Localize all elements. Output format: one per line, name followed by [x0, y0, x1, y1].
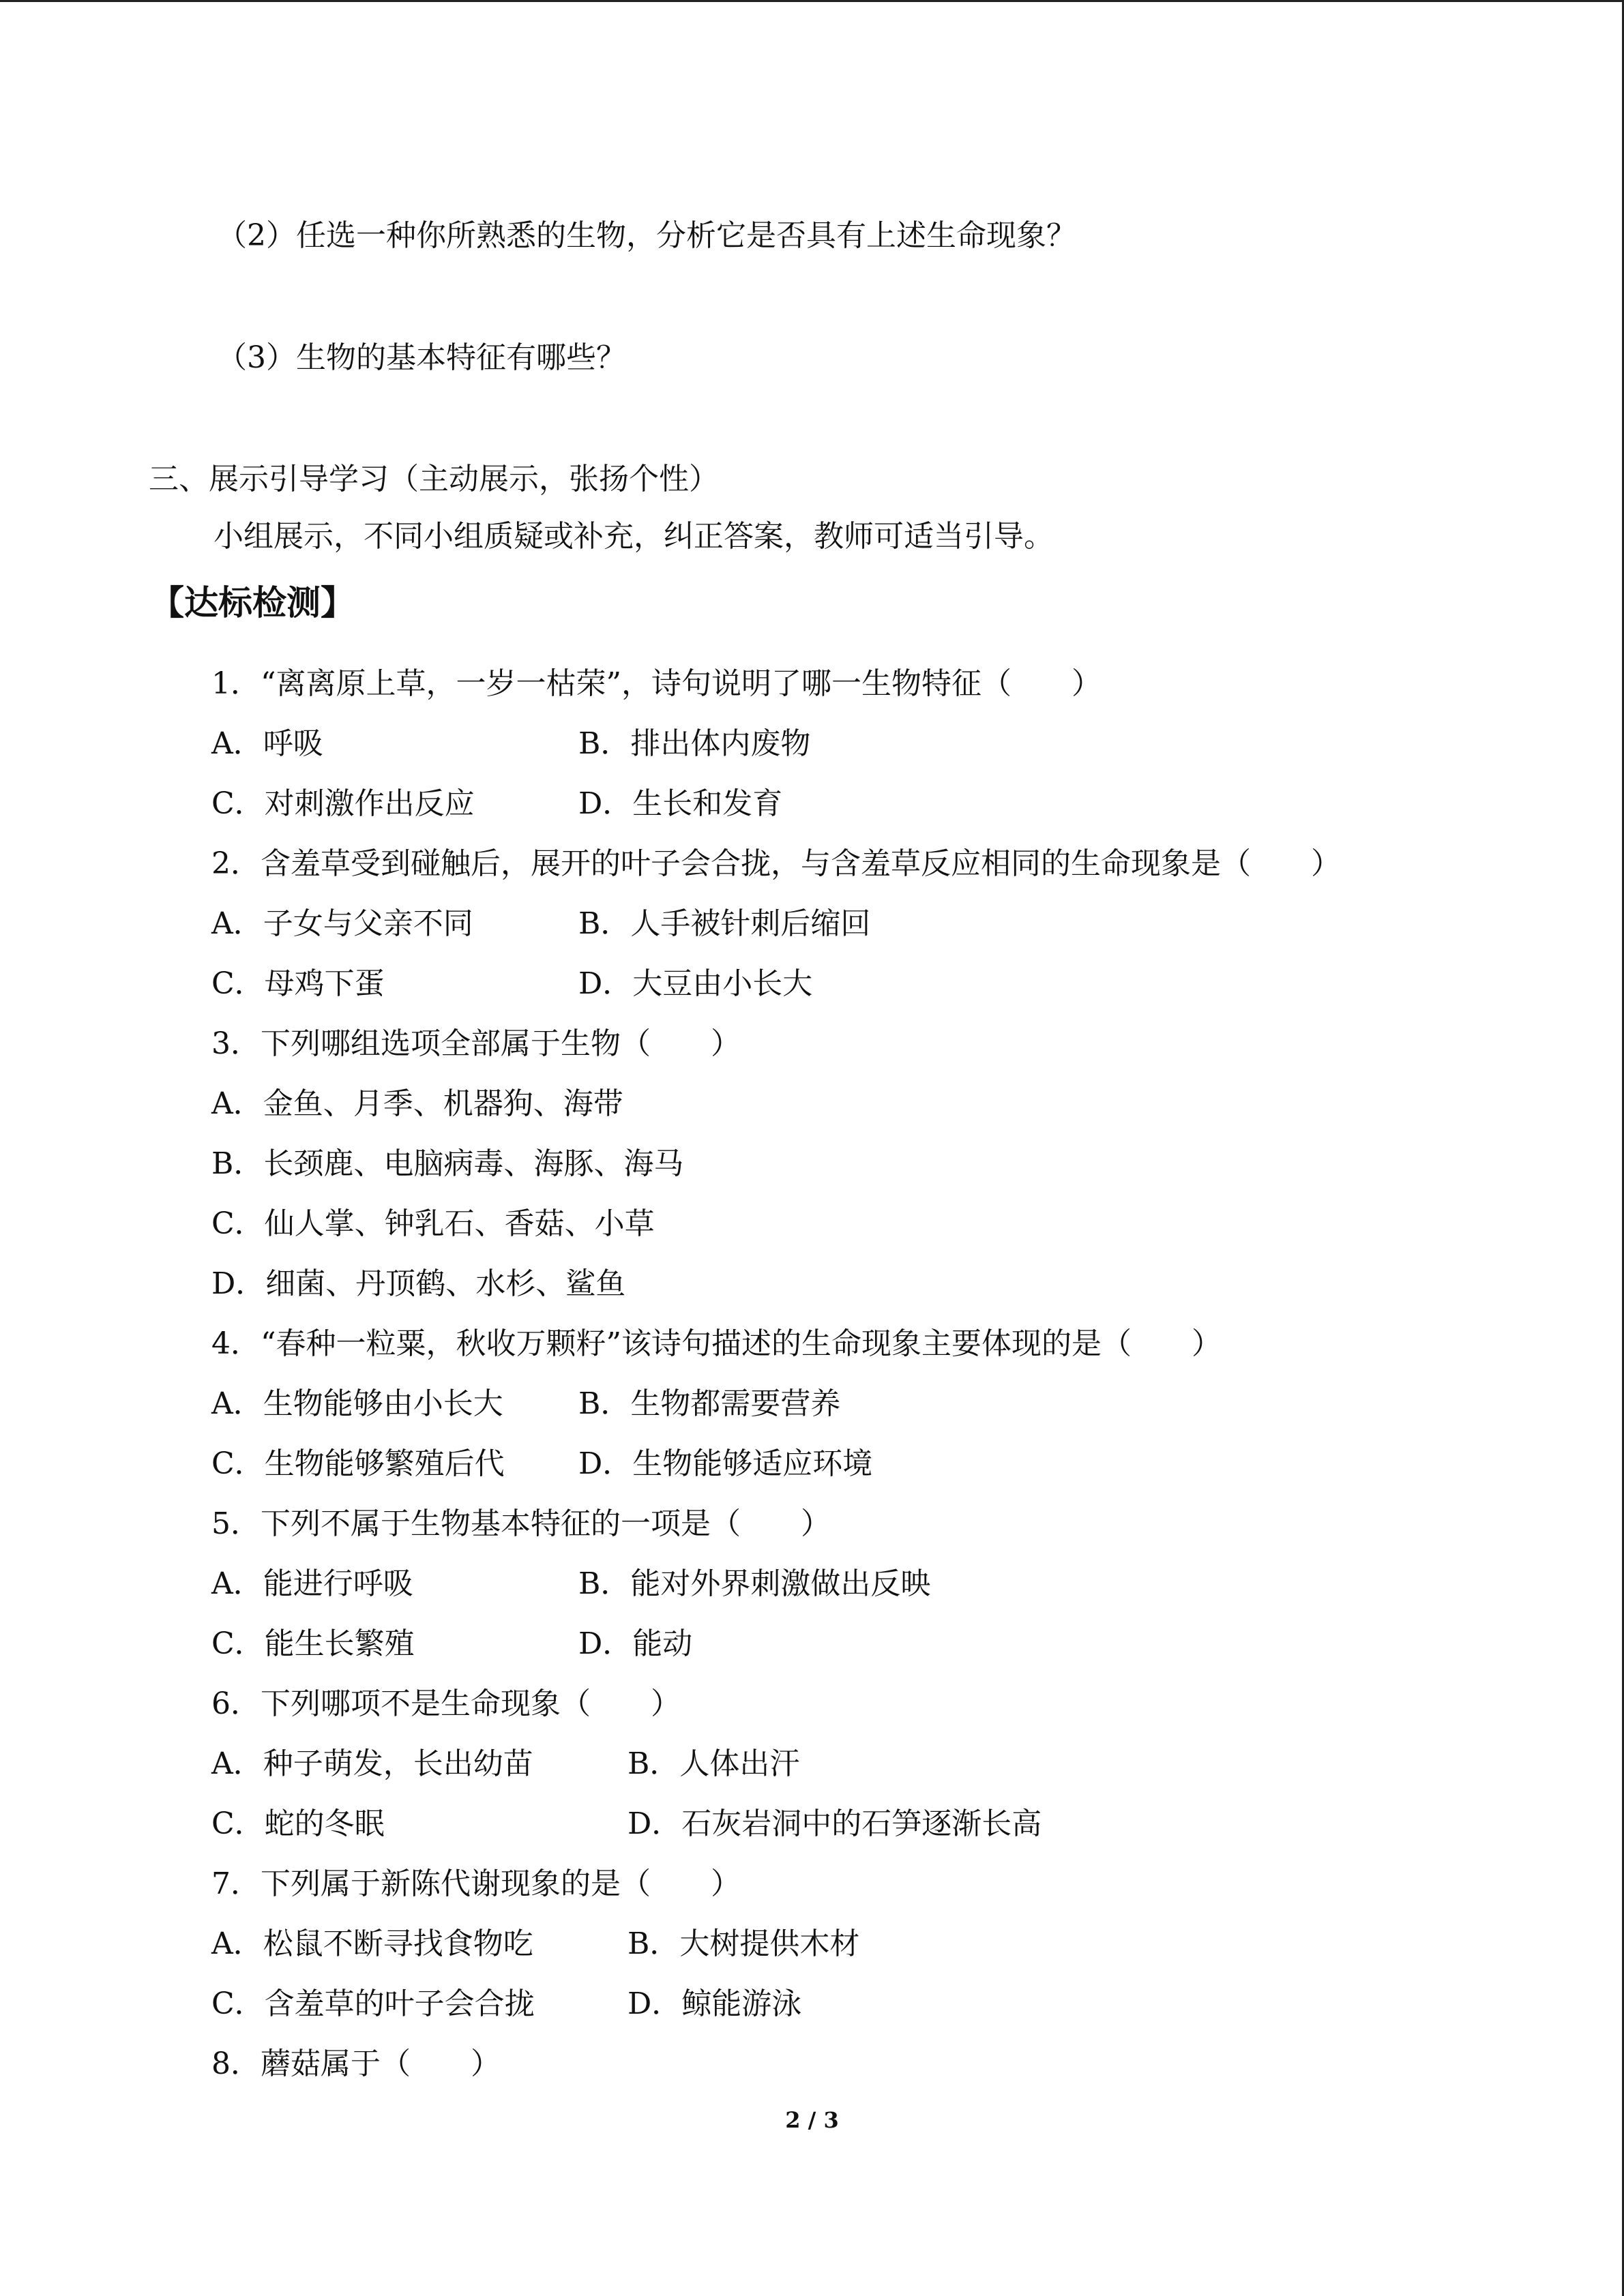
- option-d: D．鲸能游泳: [628, 1986, 802, 2021]
- question-stem: 3．下列哪组选项全部属于生物（ ）: [211, 1026, 741, 1061]
- option-d: D．大豆由小长大: [578, 966, 813, 1001]
- option-a: A．种子萌发，长出幼苗: [211, 1746, 533, 1781]
- option-c: C．蛇的冬眠: [211, 1806, 385, 1841]
- option-c: C．仙人掌、钟乳石、香菇、小草: [211, 1206, 655, 1241]
- option-c: C．母鸡下蛋: [211, 966, 385, 1001]
- option-b: B．能对外界刺激做出反映: [578, 1566, 931, 1601]
- option-b: B．人体出汗: [628, 1746, 800, 1781]
- question-stem: 5．下列不属于生物基本特征的一项是（ ）: [211, 1506, 831, 1541]
- option-a: A．能进行呼吸: [211, 1566, 413, 1601]
- question-stem: 4．“春种一粒粟，秋收万颗籽”该诗句描述的生命现象主要体现的是（ ）: [211, 1326, 1222, 1361]
- question-stem: 2．含羞草受到碰触后，展开的叶子会合拢，与含羞草反应相同的生命现象是（ ）: [211, 846, 1341, 881]
- question-2-prompt: （2）任选一种你所熟悉的生物，分析它是否具有上述生命现象？: [217, 218, 1076, 253]
- option-d: D．生长和发育: [578, 786, 783, 821]
- page-number: 2 / 3: [785, 2107, 839, 2133]
- option-b: B．人手被针刺后缩回: [578, 906, 871, 941]
- option-d: D．细菌、丹顶鹤、水杉、鲨鱼: [211, 1266, 626, 1301]
- option-c: C．对刺激作出反应: [211, 786, 475, 821]
- option-d: D．能动: [578, 1626, 693, 1661]
- section-3-title: 三、展示引导学习（主动展示，张扬个性）: [149, 462, 719, 496]
- section-3-body: 小组展示，不同小组质疑或补充，纠正答案，教师可适当引导。: [213, 519, 1054, 554]
- question-stem: 6．下列哪项不是生命现象（ ）: [211, 1686, 681, 1721]
- option-a: A．金鱼、月季、机器狗、海带: [211, 1086, 623, 1121]
- question-stem: 7．下列属于新陈代谢现象的是（ ）: [211, 1866, 741, 1901]
- option-a: A．生物能够由小长大: [211, 1386, 503, 1421]
- option-b: B．长颈鹿、电脑病毒、海豚、海马: [211, 1146, 684, 1181]
- question-stem: 1．“离离原上草，一岁一枯荣”，诗句说明了哪一生物特征（ ）: [211, 666, 1102, 701]
- option-d: D．生物能够适应环境: [578, 1446, 873, 1481]
- option-c: C．能生长繁殖: [211, 1626, 415, 1661]
- option-c: C．生物能够繁殖后代: [211, 1446, 505, 1481]
- option-c: C．含羞草的叶子会合拢: [211, 1986, 535, 2021]
- option-a: A．子女与父亲不同: [211, 906, 473, 941]
- question-stem: 8．蘑菇属于（ ）: [211, 2046, 501, 2081]
- option-a: A．松鼠不断寻找食物吃: [211, 1926, 533, 1961]
- option-b: B．生物都需要营养: [578, 1386, 841, 1421]
- option-a: A．呼吸: [211, 726, 323, 761]
- option-b: B．排出体内废物: [578, 726, 811, 761]
- test-heading: 【达标检测】: [150, 583, 355, 623]
- option-d: D．石灰岩洞中的石笋逐渐长高: [628, 1806, 1042, 1841]
- question-3-prompt: （3）生物的基本特征有哪些？: [217, 340, 626, 375]
- option-b: B．大树提供木材: [628, 1926, 860, 1961]
